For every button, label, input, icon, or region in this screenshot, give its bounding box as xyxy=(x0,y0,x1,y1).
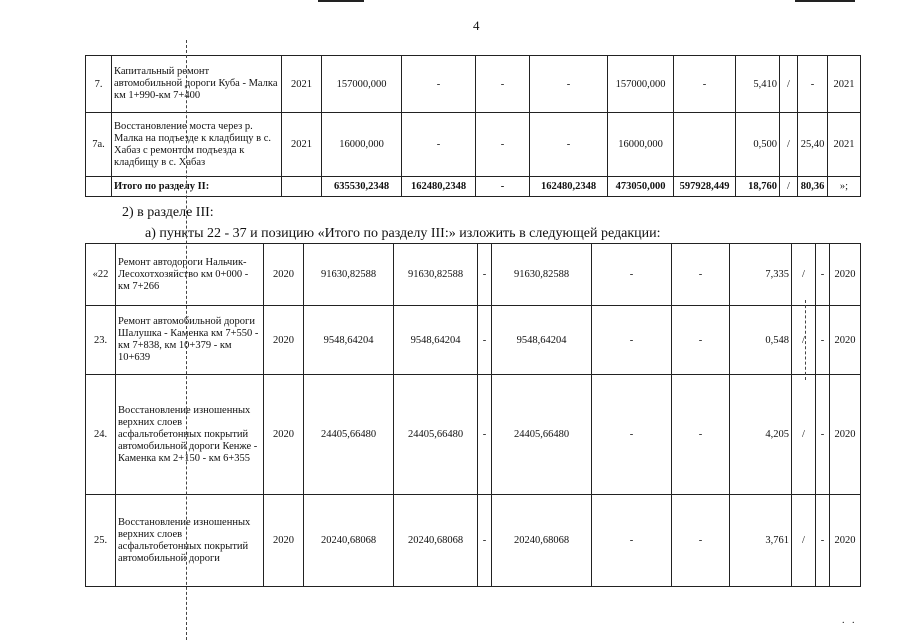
end-year-cell: 2020 xyxy=(830,375,861,495)
value-cell: - xyxy=(592,495,672,587)
value-cell: - xyxy=(530,113,608,177)
row-number xyxy=(86,177,112,197)
slash-cell: / xyxy=(780,177,798,197)
table-row xyxy=(86,375,861,495)
year-cell: 2021 xyxy=(282,56,322,113)
table-row xyxy=(86,306,861,375)
end-year-cell: »; xyxy=(828,177,861,197)
total-row xyxy=(86,177,861,197)
total-label: Итого по разделу II: xyxy=(112,177,282,197)
scan-artifact-line xyxy=(805,300,806,380)
value-cell: - xyxy=(478,375,492,495)
value-cell: 16000,000 xyxy=(608,113,674,177)
value-cell: - xyxy=(674,56,736,113)
value-cell: 91630,82588 xyxy=(492,244,592,306)
scan-artifact-line xyxy=(186,40,187,640)
total-cell: 24405,66480 xyxy=(304,375,394,495)
year-cell xyxy=(282,177,322,197)
slash-cell: / xyxy=(792,306,816,375)
paragraph-instruction: а) пункты 22 - 37 и позицию «Итого по разделу III:» изложить в следующей редакции: xyxy=(145,226,661,241)
value-cell: 20240,68068 xyxy=(492,495,592,587)
extra-cell: - xyxy=(816,244,830,306)
value-cell: 24405,66480 xyxy=(394,375,478,495)
extra-cell: - xyxy=(816,306,830,375)
scan-top-line-left xyxy=(318,0,364,2)
table-row xyxy=(86,244,861,306)
end-year-cell: 2020 xyxy=(830,495,861,587)
row-number: 7а. xyxy=(86,113,112,177)
object-name: Восстановление моста через р. Малка на подъезде к кладбищу в с. Хабаз с ремонтом подъезда к кладбищу в с. Хабаз xyxy=(112,113,282,177)
end-year-cell: 2020 xyxy=(830,244,861,306)
value-cell: - xyxy=(402,56,476,113)
value-cell: - xyxy=(592,244,672,306)
value-cell: - xyxy=(672,306,730,375)
value-cell: 473050,000 xyxy=(608,177,674,197)
value-cell: 24405,66480 xyxy=(492,375,592,495)
length-cell: 0,548 xyxy=(730,306,792,375)
value-cell: 20240,68068 xyxy=(394,495,478,587)
value-cell: - xyxy=(478,495,492,587)
value-cell: - xyxy=(530,56,608,113)
year-cell: 2021 xyxy=(282,113,322,177)
page-number: 4 xyxy=(473,18,480,33)
extra-cell: - xyxy=(798,56,828,113)
object-name: Капитальный ремонт автомобильной дороги Куба - Малка км 1+990-км 7+400 xyxy=(112,56,282,113)
extra-cell: 25,40 xyxy=(798,113,828,177)
section2-table xyxy=(85,55,861,197)
section3-table xyxy=(85,243,861,587)
year-cell: 2020 xyxy=(264,244,304,306)
scan-top-line-right xyxy=(795,0,855,2)
end-year-cell: 2020 xyxy=(830,306,861,375)
row-number: «22 xyxy=(86,244,116,306)
total-cell: 91630,82588 xyxy=(304,244,394,306)
paragraph-section3: 2) в разделе III: xyxy=(122,205,214,220)
value-cell: - xyxy=(476,113,530,177)
value-cell: - xyxy=(478,306,492,375)
slash-cell: / xyxy=(792,495,816,587)
length-cell: 5,410 xyxy=(736,56,780,113)
value-cell: 157000,000 xyxy=(608,56,674,113)
value-cell: - xyxy=(592,306,672,375)
object-name: Восстановление изношенных верхних слоев асфальтобетонных покрытий автомобильной дороги xyxy=(116,495,264,587)
value-cell: - xyxy=(476,56,530,113)
extra-cell: - xyxy=(816,495,830,587)
table-row xyxy=(86,495,861,587)
slash-cell: / xyxy=(780,113,798,177)
end-year-cell: 2021 xyxy=(828,113,861,177)
value-cell: 91630,82588 xyxy=(394,244,478,306)
extra-cell: - xyxy=(816,375,830,495)
value-cell: 9548,64204 xyxy=(394,306,478,375)
value-cell: - xyxy=(476,177,530,197)
row-number: 7. xyxy=(86,56,112,113)
object-name: Восстановление изношенных верхних слоев асфальтобетонных покрытий автомобильной дороги Кенже - Каменка км 2+150 - км 6+355 xyxy=(116,375,264,495)
slash-cell: / xyxy=(792,375,816,495)
slash-cell: / xyxy=(780,56,798,113)
year-cell: 2020 xyxy=(264,375,304,495)
total-cell: 20240,68068 xyxy=(304,495,394,587)
length-cell: 3,761 xyxy=(730,495,792,587)
value-cell: - xyxy=(402,113,476,177)
end-year-cell: 2021 xyxy=(828,56,861,113)
value-cell: - xyxy=(592,375,672,495)
value-cell: - xyxy=(672,244,730,306)
total-cell: 157000,000 xyxy=(322,56,402,113)
total-cell: 9548,64204 xyxy=(304,306,394,375)
value-cell: - xyxy=(672,495,730,587)
scan-marks: . . xyxy=(842,615,855,626)
value-cell: 9548,64204 xyxy=(492,306,592,375)
table-row xyxy=(86,113,861,177)
row-number: 25. xyxy=(86,495,116,587)
table-row xyxy=(86,56,861,113)
value-cell: 162480,2348 xyxy=(530,177,608,197)
total-cell: 635530,2348 xyxy=(322,177,402,197)
length-cell: 4,205 xyxy=(730,375,792,495)
value-cell: - xyxy=(672,375,730,495)
value-cell: 162480,2348 xyxy=(402,177,476,197)
row-number: 23. xyxy=(86,306,116,375)
object-name: Ремонт автомобильной дороги Шалушка - Каменка км 7+550 - км 7+838, км 10+379 - км 10+639 xyxy=(116,306,264,375)
row-number: 24. xyxy=(86,375,116,495)
value-cell xyxy=(674,113,736,177)
year-cell: 2020 xyxy=(264,495,304,587)
year-cell: 2020 xyxy=(264,306,304,375)
slash-cell: / xyxy=(792,244,816,306)
object-name: Ремонт автодороги Нальчик-Лесохотхозяйство км 0+000 - км 7+266 xyxy=(116,244,264,306)
length-cell: 18,760 xyxy=(736,177,780,197)
length-cell: 0,500 xyxy=(736,113,780,177)
length-cell: 7,335 xyxy=(730,244,792,306)
value-cell: - xyxy=(478,244,492,306)
value-cell: 597928,449 xyxy=(674,177,736,197)
extra-cell: 80,36 xyxy=(798,177,828,197)
total-cell: 16000,000 xyxy=(322,113,402,177)
